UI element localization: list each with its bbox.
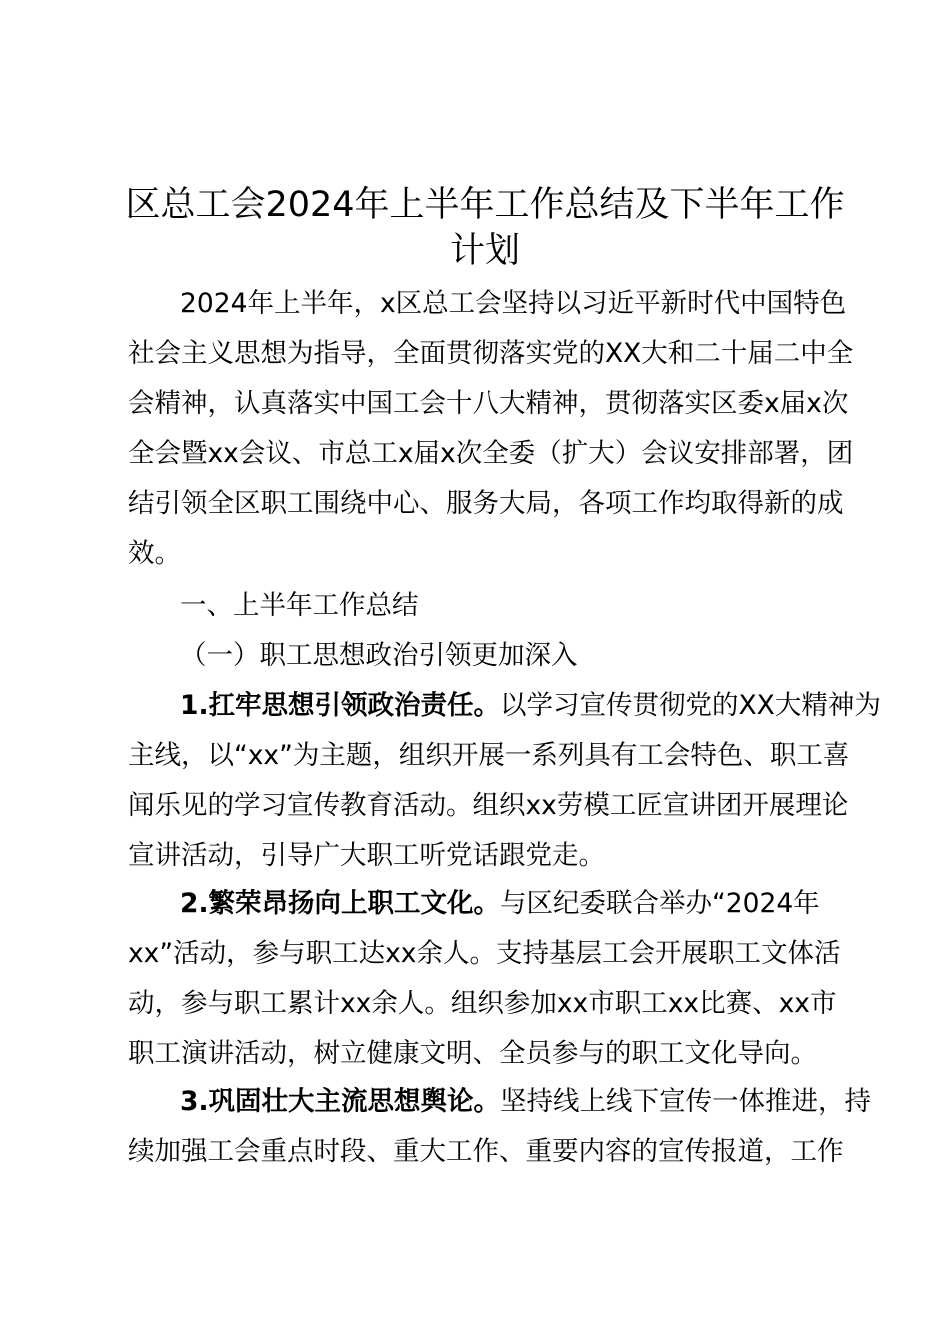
intro-line-2: 社会主义思想为指导，全面贯彻落实党的XX大和二十届二中全	[128, 338, 854, 369]
document-title-line-1: 区总工会2024年上半年工作总结及下半年工作	[125, 185, 845, 225]
intro-line-1: 2024年上半年，x区总工会坚持以习近平新时代中国特色	[180, 288, 847, 319]
item-2-line-3: 动，参与职工累计xx余人。组织参加xx市职工xx比赛、xx市	[128, 988, 837, 1019]
intro-line-6: 效。	[128, 538, 181, 569]
item-3-line-2: 续加强工会重点时段、重大工作、重要内容的宣传报道，工作	[128, 1136, 844, 1167]
item-1-line-2: 主线，以“xx”为主题，组织开展一系列具有工会特色、职工喜	[128, 740, 850, 771]
item-3-text: 坚持线上线下宣传一体推进，持	[500, 1086, 872, 1117]
document-title-line-2: 计划	[449, 231, 520, 271]
item-2-text: 与区纪委联合举办“2024年	[500, 888, 820, 919]
intro-line-3: 会精神，认真落实中国工会十八大精神，贯彻落实区委x届x次	[128, 388, 849, 419]
item-1-text: 以学习宣传贯彻党的XX大精神为	[500, 690, 881, 721]
item-1-heading: 1.扛牢思想引领政治责任。	[180, 690, 501, 721]
intro-line-5: 结引领全区职工围绕中心、服务大局，各项工作均取得新的成	[128, 488, 844, 519]
item-2-line-1	[180, 886, 820, 922]
item-2-line-4: 职工演讲活动，树立健康文明、全员参与的职工文化导向。	[128, 1038, 817, 1069]
intro-line-4: 全会暨xx会议、市总工x届x次全委（扩大）会议安排部署，团	[128, 438, 854, 469]
item-1-line-4: 宣讲活动，引导广大职工听党话跟党走。	[128, 840, 605, 871]
item-2-line-2: xx”活动，参与职工达xx余人。支持基层工会开展职工文体活	[128, 938, 841, 969]
item-1-line-1	[180, 688, 881, 724]
item-2-heading: 2.繁荣昂扬向上职工文化。	[180, 888, 501, 919]
subsection-heading: （一）职工思想政治引领更加深入	[180, 640, 578, 671]
item-3-heading: 3.巩固壮大主流思想舆论。	[180, 1086, 501, 1117]
item-1-line-3: 闻乐见的学习宣传教育活动。组织xx劳模工匠宣讲团开展理论	[128, 790, 849, 821]
item-3-line-1	[180, 1084, 871, 1120]
section-heading: 一、上半年工作总结	[180, 590, 419, 621]
